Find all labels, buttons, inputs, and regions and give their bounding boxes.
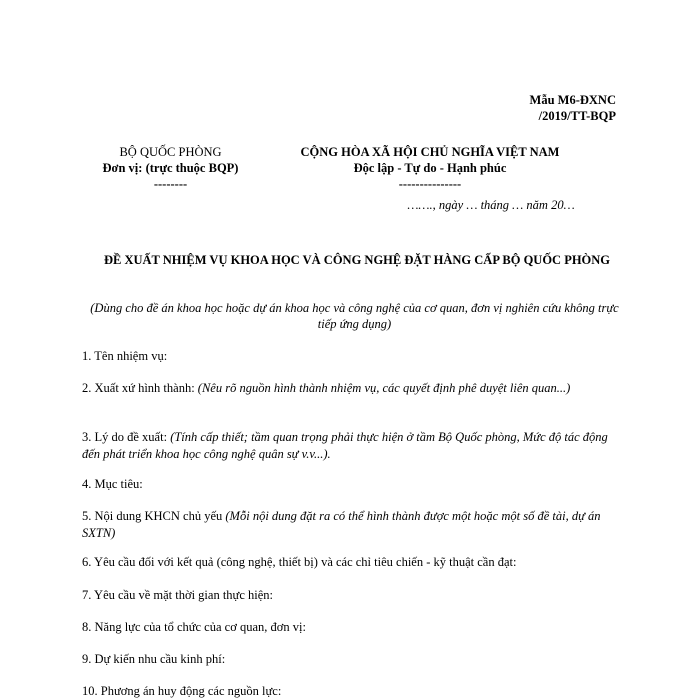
item-note: (Mỗi nội dung đặt ra có thể hình thành được một hoặc một số đề tài, dự án SXTN)	[82, 509, 601, 540]
form-item	[82, 508, 622, 542]
date-line: ……., ngày … tháng … năm 20…	[407, 198, 575, 212]
item-note: (Tính cấp thiết; tầm quan trọng phải thực hiện ở tầm Bộ Quốc phòng, Mức độ tác động đến phát triển khoa học công nghệ quân sự v.v...).	[82, 430, 608, 461]
form-item	[82, 429, 622, 463]
form-code	[530, 92, 616, 124]
item-label: 9. Dự kiến nhu cầu kinh phí:	[82, 652, 226, 666]
item-label: 2. Xuất xứ hình thành:	[82, 381, 198, 395]
ministry-name: BỘ QUỐC PHÒNG	[119, 145, 222, 159]
form-item	[82, 348, 622, 365]
right-divider: ---------------	[398, 177, 462, 191]
left-divider: --------	[153, 177, 188, 191]
item-label: 1. Tên nhiệm vụ:	[82, 349, 168, 363]
item-label: 7. Yêu cầu về mặt thời gian thực hiện:	[82, 588, 273, 602]
document-title: ĐỀ XUẤT NHIỆM VỤ KHOA HỌC VÀ CÔNG NGHỆ ĐẶT HÀNG CẤP BỘ QUỐC PHÒNG	[103, 253, 611, 267]
form-code-circular: /2019/TT-BQP	[538, 109, 616, 123]
form-item	[82, 380, 622, 397]
form-item	[82, 651, 622, 668]
form-item	[82, 683, 622, 700]
national-header	[270, 144, 590, 192]
item-label: 5. Nội dung KHCN chủ yếu	[82, 509, 226, 523]
item-note: (Nêu rõ nguồn hình thành nhiệm vụ, các quyết định phê duyệt liên quan...)	[197, 381, 571, 395]
form-item	[82, 476, 622, 493]
form-item	[82, 554, 622, 571]
item-label: 6. Yêu cầu đối với kết quả (công nghệ, thiết bị) và các chỉ tiêu chiến - kỹ thuật cần đạt:	[82, 555, 517, 569]
country-name: CỘNG HÒA XÃ HỘI CHỦ NGHĨA VIỆT NAM	[300, 145, 560, 159]
document-subtitle: (Dùng cho đề án khoa học hoặc dự án khoa học và công nghệ của cơ quan, đơn vị nghiên cứu không trực tiếp ứng dụng)	[90, 301, 619, 331]
national-motto: Độc lập - Tự do - Hạnh phúc	[353, 161, 507, 175]
form-code-number: Mẫu M6-ĐXNC	[529, 93, 616, 107]
issuing-agency-header	[88, 144, 253, 192]
item-label: 4. Mục tiêu:	[82, 477, 143, 491]
form-item	[82, 619, 622, 636]
item-label: 8. Năng lực của tổ chức của cơ quan, đơn vị:	[82, 620, 306, 634]
unit-name: Đơn vị: (trực thuộc BQP)	[102, 161, 239, 175]
item-label: 10. Phương án huy động các nguồn lực:	[82, 684, 282, 698]
item-label: 3. Lý do đề xuất:	[82, 430, 171, 444]
form-item	[82, 587, 622, 604]
